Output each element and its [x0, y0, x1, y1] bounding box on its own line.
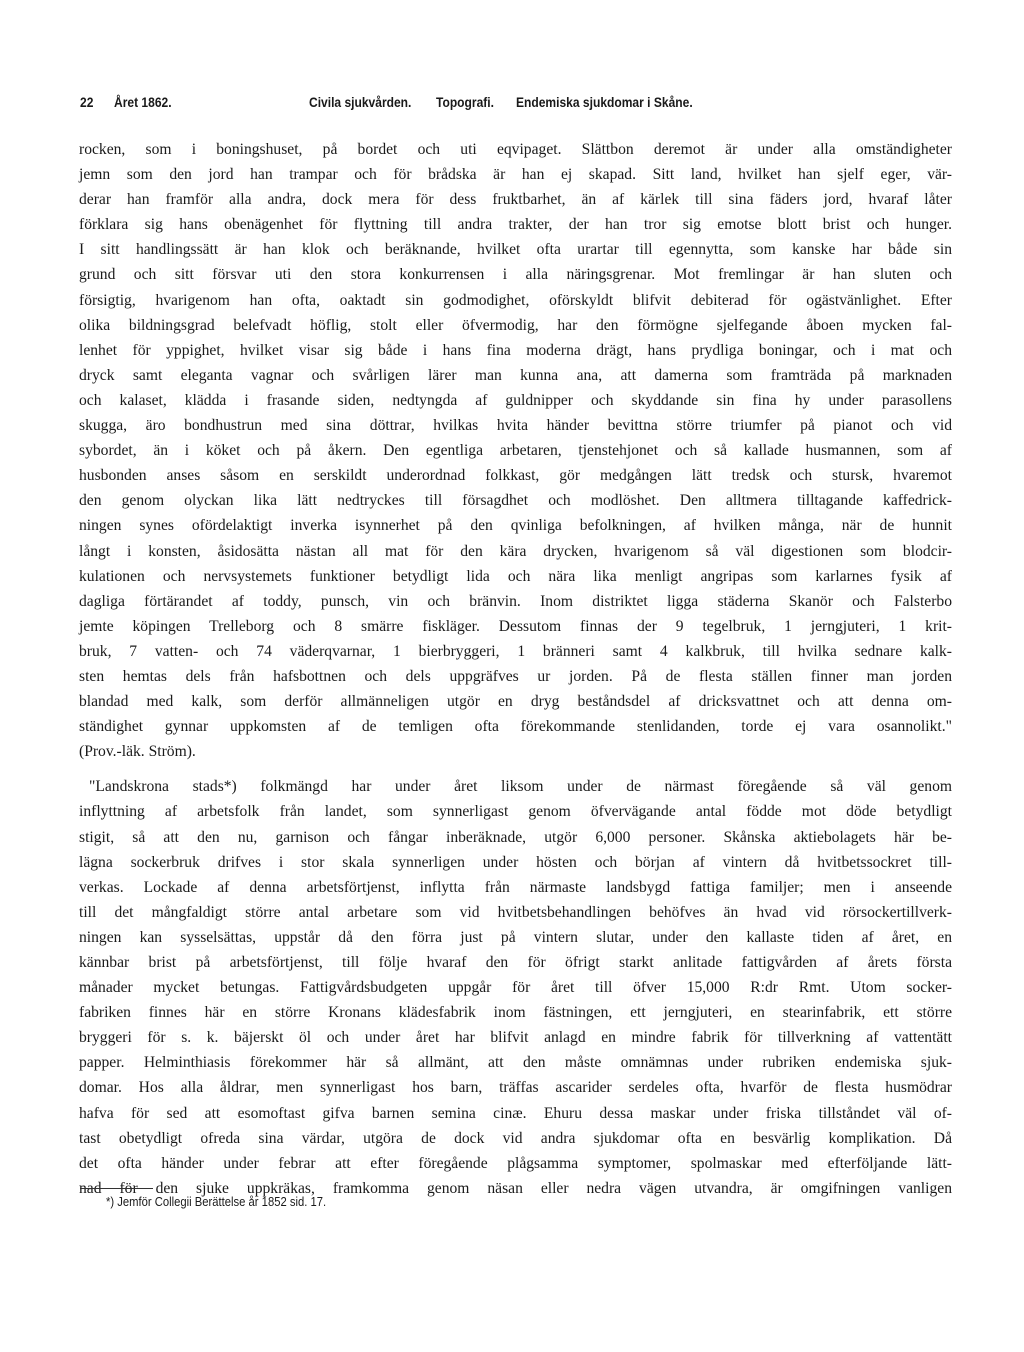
text-line: stigit, så att den nu, garnison och fångar inberäknade, utgör 6,000 personer. Skånska aktiebolagets här be- — [79, 828, 952, 846]
text-line: jemn som den jord han trampar och för brådska är han ej skapad. Sitt land, hvilket han sjelf eger, vär- — [79, 166, 952, 184]
text-line: försigtig, hvarigenom han ofta, oaktadt sin godmodighet, oförskyldt blifvit debiterad för ogästvänlighet. Efter — [79, 291, 952, 309]
text-line: sybordet, än i köket och på åkern. Den egentliga arbetaren, tjenstehjonet och så kallade husmannen, som af — [79, 442, 952, 460]
header-year: Året 1862. — [114, 94, 172, 110]
footnote: *) Jemför Collegii Berättelse år 1852 sid. 17. — [106, 1195, 327, 1209]
body-text — [79, 137, 952, 1201]
text-line: jemte köpingen Trelleborg och 8 smärre fiskläger. Dessutom finnas der 9 tegelbruk, 1 jerngjuteri, 1 krit- — [79, 617, 952, 635]
text-line: det ofta händer under febrar att efter föregående plågsamma symptomer, spolmaskar med efterföljande lätt- — [79, 1154, 952, 1172]
text-line: förklara sig hans obenägenhet för flyttning till andra trakter, der han tror sig emotse blott brist och hunger. — [79, 216, 952, 234]
text-line: långt i konsten, åsidosätta nästan all mat för den kära drycken, hvarigenom så väl digestionen som blodcir- — [79, 542, 952, 560]
header-section-topography: Topografi. — [436, 94, 494, 110]
text-line: blandad med kalk, som derför allmänneligen utgör en dryg beståndsdel af dricksvattnet och att denna om- — [79, 693, 952, 711]
text-line: månader mycket betungas. Fattigvårdsbudgeten uppgår för året till öfver 15,000 R:dr Rmt. Utom socker- — [79, 979, 952, 997]
text-line: tast obetydligt ofreda sina värdar, utgöra de dock vid andra sjukdomar ofta en besvärlig komplikation. Då — [79, 1129, 952, 1147]
text-line: sten hemtas dels från hafsbottnen och dels uppgräfves ur jorden. På de flesta ställen finner man jorden — [79, 667, 952, 685]
text-line: och kalaset, klädda i frasande siden, nedtyngda af guldnipper och skyddande sin fina hy under parasollens — [79, 391, 952, 409]
attribution-line: (Prov.-läk. Ström). — [79, 743, 196, 761]
text-line: verkas. Lockade af denna arbetsförtjenst, inflytta från närmaste landsbygd fattiga familjer; men i anseende — [79, 878, 952, 896]
page-number: 22 — [80, 94, 94, 110]
text-line: kulationen och nervsystemets funktioner betydligt lida och nära lika menligt angripas som karlarnes fysik af — [79, 567, 952, 585]
text-line: dagliga förtärandet af toddy, punsch, vin och bränvin. Inom distriktet ligga städerna Skanör och Falsterbo — [79, 592, 952, 610]
footnote-divider — [80, 1188, 153, 1189]
text-line: bruk, 7 vatten- och 74 väderqvarnar, 1 bierbryggeri, 1 bränneri samt 4 kalkbruk, till hvilka sednare kalk- — [79, 642, 952, 660]
text-line: papper. Helminthiasis förekommer här så allmänt, att den måste omnämnas under rubriken endemiska sjuk- — [79, 1054, 952, 1072]
text-line: ständighet gynnar uppkomsten af de temligen ofta förekommande stenlidanden, torde ej vara osannolikt." — [79, 718, 952, 736]
text-line: nad för den sjuke uppkräkas, framkomma genom näsan eller nedra vägen utvandra, är omgifningen vanligen — [79, 1179, 952, 1197]
text-line: domar. Hos alla åldrar, men synnerligast hos barn, träffas ascarider serdeles ofta, hvarför de flesta husmödrar — [79, 1079, 952, 1097]
text-line: dryck samt eleganta vagnar och svårligen lärer man kunna ana, att damerna som framträda på marknaden — [79, 366, 952, 384]
header-section-endemic-diseases: Endemiska sjukdomar i Skåne. — [516, 94, 693, 110]
text-line: inflyttning af arbetsfolk från landet, som synnerligast genom öfvervägande antal födde mot döde betydligt — [79, 803, 952, 821]
text-line: I sitt handlingssätt är han klok och beräknande, hvilket ofta urartar till egennytta, som kanske har både sin — [79, 241, 952, 259]
text-line: "Landskrona stads*) folkmängd har under året liksom under de närmast föregående så väl genom — [89, 778, 952, 796]
text-line: husbonden anses såsom en serskildt underordnad folkkast, gör medgången lätt tredsk och stursk, hvaremot — [79, 467, 952, 485]
text-line: olika bildningsgrad belefvadt höflig, stolt eller öfvermodig, har den förmögne sjelfegande åboen mycken fal- — [79, 316, 952, 334]
running-header — [80, 94, 950, 114]
paragraph-gap — [79, 764, 952, 774]
text-line: till det mångfaldigt större antal arbetare som vid hvitbetsbehandlingen behöfves än hvad vid rörsockertillverk- — [79, 903, 952, 921]
text-line: lägna sockerbruk drifves i stor skala synnerligen under hösten och början af vintern då hvitbetssockret till- — [79, 853, 952, 871]
text-line: grund och sitt försvar uti den stora konkurrensen i alla näringsgrenar. Mot fremlingar är han sluten och — [79, 266, 952, 284]
header-section-civil-healthcare: Civila sjukvården. — [309, 94, 412, 110]
text-line: den genom olyckan lika lätt nedtryckes till försagdhet och modlöshet. Den alltmera tilltagande kaffedrick- — [79, 492, 952, 510]
text-line: hafva för sed att esomoftast gifva barnen semina cinæ. Ehuru dessa maskar under friska tillståndet väl of- — [79, 1104, 952, 1122]
text-line: bryggeri för s. k. bäjerskt öl och under året har blifvit anlagd en mindre fabrik för tillverkning af vattentätt — [79, 1029, 952, 1047]
text-line: rocken, som i boningshuset, på bordet och uti eqvipaget. Slättbon deremot är under alla omständigheter — [79, 141, 952, 158]
text-line: ningen synes ofördelaktigt inverka isynnerhet på den qvinliga befolkningen, af hvilken många, när de hunnit — [79, 517, 952, 535]
text-line: fabriken finnes här en större Kronans klädesfabrik inom fästningen, ett jerngjuteri, en stearinfabrik, ett större — [79, 1004, 952, 1022]
text-line: lenhet för yppighet, hvilket visar sig både i hans fina moderna drägt, hans prydliga boningar, och i mat och — [79, 341, 952, 359]
text-line: skugga, äro bondhustrun med sina döttrar, hvilkas hvita händer bevittna större triumfer på pianot och vid — [79, 417, 952, 435]
text-line: ningen kan sysselsättas, uppstår då den förra just på vintern slutar, under den kallaste tiden af året, en — [79, 928, 952, 946]
text-line: kännbar brist på arbetsförtjenst, till följe hvaraf den för öfrigt starkt anlitade fattigvården af årets första — [79, 954, 952, 971]
text-line: derar han framför alla andra, dock mera för dess fruktbarhet, än af kärlek till sina fäders jord, hvaraf låter — [79, 191, 952, 209]
